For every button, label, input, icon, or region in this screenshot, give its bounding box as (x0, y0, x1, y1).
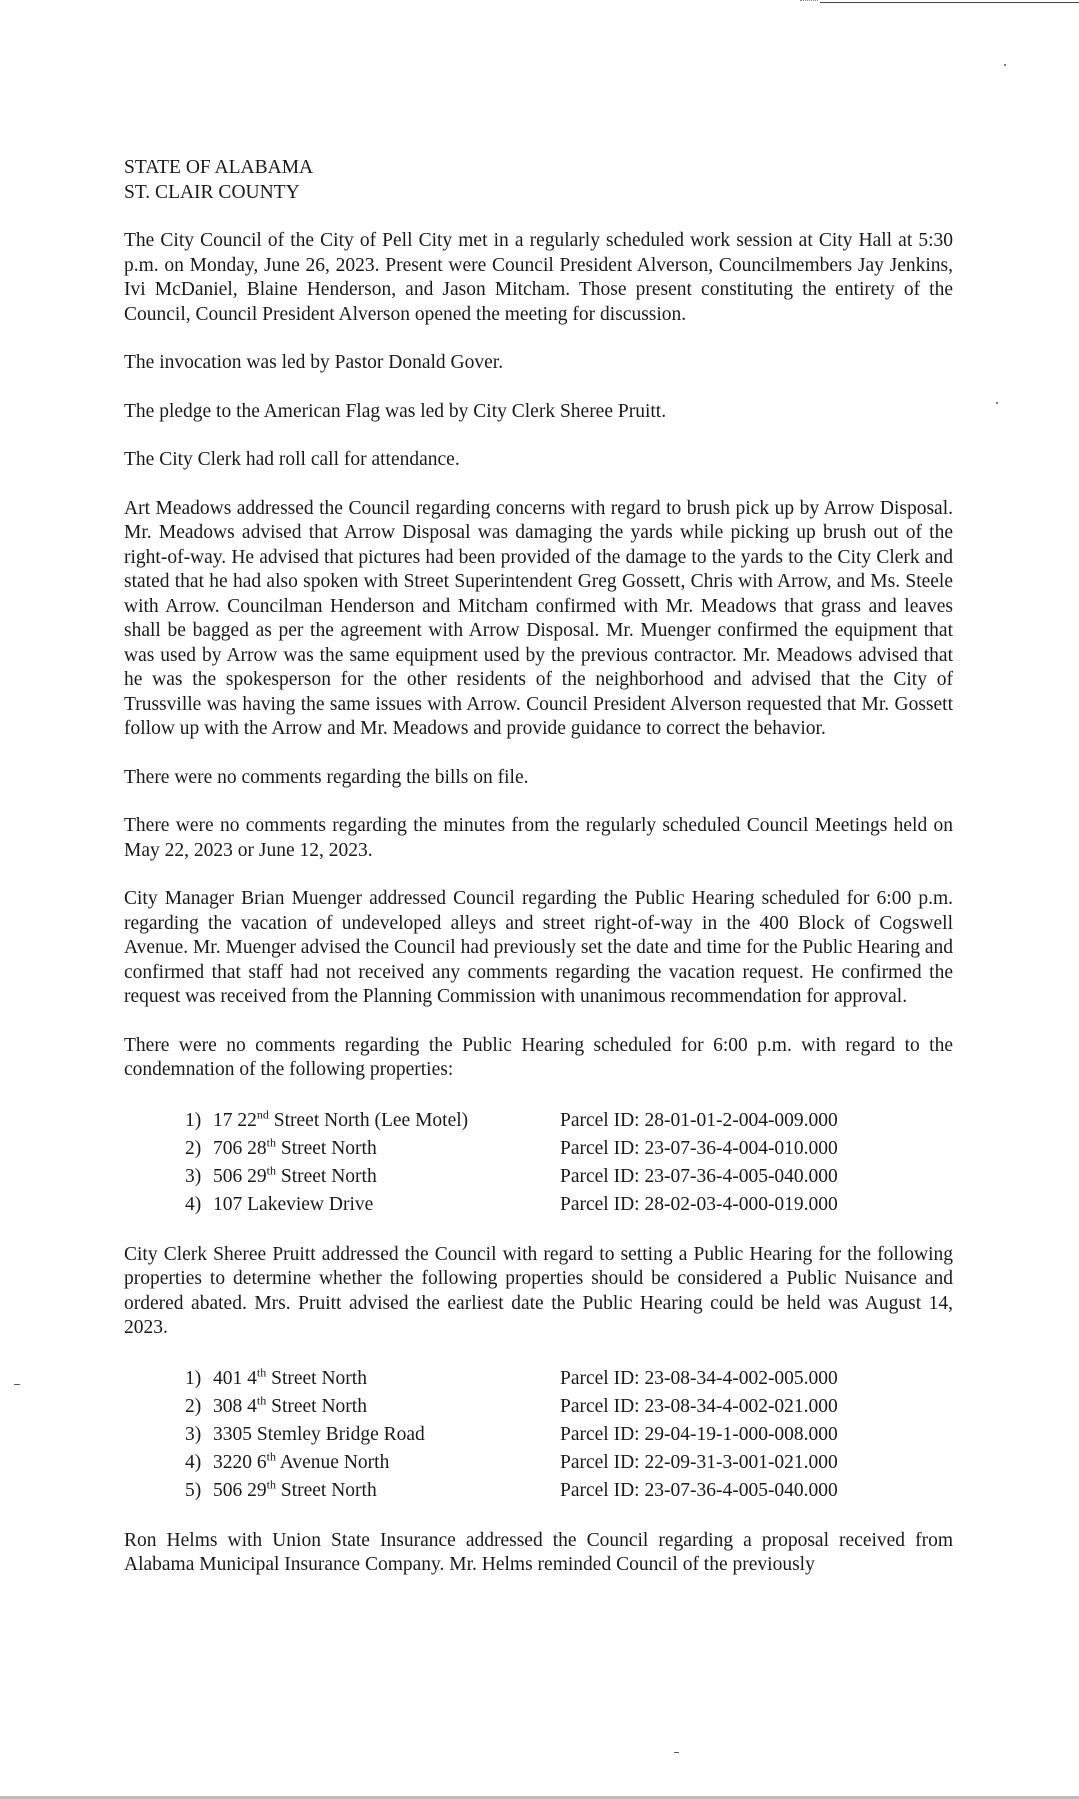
item-number: 3) (185, 1165, 202, 1187)
parcel-id: Parcel ID: 23-07-36-4-004-010.000 (560, 1137, 838, 1159)
property-address: 401 4th Street North (213, 1365, 367, 1389)
property-row (185, 1477, 953, 1505)
item-number: 4) (185, 1193, 202, 1215)
invocation-paragraph: The invocation was led by Pastor Donald Gover. (124, 352, 504, 373)
item-number: 1) (185, 1367, 202, 1389)
item-number: 2) (185, 1137, 202, 1159)
scan-speck (674, 1752, 679, 1753)
property-row (185, 1365, 953, 1393)
document-page (124, 156, 953, 1578)
scan-artifact-rule (820, 2, 1079, 3)
property-row (185, 1393, 953, 1421)
item-number: 3) (185, 1423, 202, 1445)
property-row (185, 1191, 953, 1219)
muenger-paragraph: City Manager Brian Muenger addressed Council regarding the Public Hearing scheduled for 6:00 p.m. regarding the vacation of undeveloped alleys and street right-of-way in the 400 Block of Cogswell Avenue. Mr. Muenger advised the Council had previously set the date and time for the Public Hearing and confirmed that staff had not received any comments regarding the vacation request. He confirmed the request was received from the Planning Commission with unanimous recommendation for approval. (124, 888, 953, 1007)
item-number: 2) (185, 1395, 202, 1417)
property-row (185, 1107, 953, 1135)
property-address: 17 22nd Street North (Lee Motel) (213, 1107, 469, 1131)
condemnation-paragraph: There were no comments regarding the Public Hearing scheduled for 6:00 p.m. with regard to the condemnation of the following properties: (124, 1034, 953, 1080)
property-row (185, 1449, 953, 1477)
item-number: 1) (185, 1109, 202, 1131)
scan-speck (14, 1384, 20, 1385)
state-heading: STATE OF ALABAMA (124, 157, 314, 178)
nuisance-property-list (124, 1365, 953, 1505)
meadows-paragraph: Art Meadows addressed the Council regarding concerns with regard to brush pick up by Arrow Disposal. Mr. Meadows advised that Arrow Disposal was damaging the yards while picking up brush out of the right-of-way. He advised that pictures had been provided of the damage to the yards to the City Clerk and stated that he had also spoken with Street Superintendent Greg Gossett, Chris with Arrow, and Ms. Steele with Arrow. Councilman Henderson and Mitcham confirmed with Mr. Meadows that grass and leaves shall be bagged as per the agreement with Arrow Disposal. Mr. Muenger confirmed the equipment that was used by Arrow was the same equipment used by the previous contractor. Mr. Meadows advised that he was the spokesperson for the other residents of the neighborhood and advised that the City of Trussville was having the same issues with Arrow. Council President Alverson requested that Mr. Gossett follow up with the Arrow and Mr. Meadows and provide guidance to correct the behavior. (124, 497, 953, 739)
minutes-paragraph: There were no comments regarding the minutes from the regularly scheduled Council Meetings held on May 22, 2023 or June 12, 2023. (124, 815, 953, 861)
property-address: 706 28th Street North (213, 1135, 377, 1159)
opening-paragraph: The City Council of the City of Pell City met in a regularly scheduled work session at City Hall at 5:30 p.m. on Monday, June 26, 2023. Present were Council President Alverson, Councilmembers Jay Jenkins, Ivi McDaniel, Blaine Henderson, and Jason Mitcham. Those present constituting the entirety of the Council, Council President Alverson opened the meeting for discussion. (124, 230, 953, 325)
property-address: 506 29th Street North (213, 1163, 377, 1187)
scan-artifact-dots (800, 0, 818, 1)
parcel-id: Parcel ID: 23-08-34-4-002-021.000 (560, 1395, 838, 1417)
parcel-id: Parcel ID: 28-01-01-2-004-009.000 (560, 1109, 838, 1131)
property-address: 3220 6th Avenue North (213, 1449, 390, 1473)
item-number: 5) (185, 1479, 202, 1501)
item-number: 4) (185, 1451, 202, 1473)
parcel-id: Parcel ID: 23-08-34-4-002-005.000 (560, 1367, 838, 1389)
pruitt-paragraph: City Clerk Sheree Pruitt addressed the Council with regard to setting a Public Hearing for the following properties to determine whether the following properties should be considered a Public Nuisance and ordered abated. Mrs. Pruitt advised the earliest date the Public Hearing could be held was August 14, 2023. (124, 1243, 953, 1338)
roll-call-paragraph: The City Clerk had roll call for attendance. (124, 449, 460, 470)
county-heading: ST. CLAIR COUNTY (124, 181, 300, 203)
property-row (185, 1163, 953, 1191)
parcel-id: Parcel ID: 23-07-36-4-005-040.000 (560, 1165, 838, 1187)
helms-paragraph: Ron Helms with Union State Insurance addressed the Council regarding a proposal received from Alabama Municipal Insurance Company. Mr. Helms reminded Council of the previously (124, 1529, 953, 1575)
scan-speck (1004, 64, 1006, 66)
property-address: 3305 Stemley Bridge Road (213, 1423, 425, 1445)
condemnation-property-list (124, 1107, 953, 1219)
property-row (185, 1421, 953, 1449)
property-address: 506 29th Street North (213, 1477, 377, 1501)
property-address: 308 4th Street North (213, 1393, 367, 1417)
pledge-paragraph: The pledge to the American Flag was led by City Clerk Sheree Pruitt. (124, 400, 667, 422)
parcel-id: Parcel ID: 29-04-19-1-000-008.000 (560, 1423, 838, 1445)
parcel-id: Parcel ID: 28-02-03-4-000-019.000 (560, 1193, 838, 1215)
property-address: 107 Lakeview Drive (213, 1193, 374, 1215)
bills-paragraph: There were no comments regarding the bills on file. (124, 766, 529, 788)
parcel-id: Parcel ID: 23-07-36-4-005-040.000 (560, 1479, 838, 1501)
property-row (185, 1135, 953, 1163)
parcel-id: Parcel ID: 22-09-31-3-001-021.000 (560, 1451, 838, 1473)
scan-speck (996, 402, 998, 404)
